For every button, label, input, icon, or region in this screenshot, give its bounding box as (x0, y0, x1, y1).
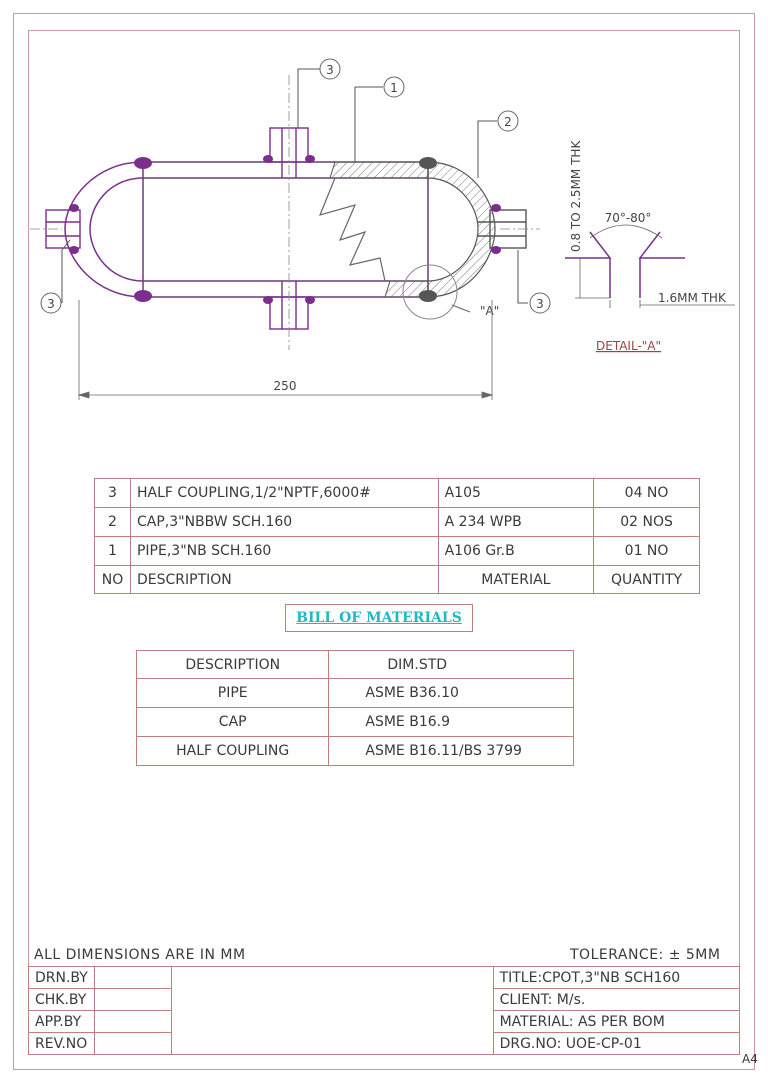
title-block-value (94, 1033, 171, 1055)
dim-std-dim: ASME B16.9 (329, 708, 574, 737)
dim-std-row (137, 708, 574, 737)
bom-header-row (95, 566, 700, 594)
bom-no: 3 (95, 479, 131, 508)
title-block-drg-no: DRG.NO: UOE-CP-01 (493, 1033, 739, 1055)
detail-a-title: DETAIL-"A" (596, 339, 662, 353)
title-block-blank (172, 967, 493, 1055)
title-block (28, 966, 740, 1055)
dim-std-desc: CAP (137, 708, 329, 737)
detail-a-label: "A" (480, 304, 500, 318)
bom-header-no: NO (95, 566, 131, 594)
pipe-body (143, 162, 428, 297)
title-block-value (94, 989, 171, 1011)
dim-std-desc: PIPE (137, 679, 329, 708)
title-block-label: DRN.BY (29, 967, 95, 989)
bom-no: 2 (95, 508, 131, 537)
balloon-3-top: 3 (326, 63, 334, 77)
bom-row (95, 508, 700, 537)
title-block-client: CLIENT: M/s. (493, 989, 739, 1011)
detail-angle-label: 70°-80° (604, 211, 652, 225)
dim-std-header-dim: DIM.STD (329, 651, 574, 679)
title-block-value (94, 1011, 171, 1033)
detail-thk-range-label: 0.8 TO 2.5MM THK (569, 140, 583, 252)
title-block-title: TITLE:CPOT,3"NB SCH160 (493, 967, 739, 989)
title-block-value (94, 967, 171, 989)
title-block-label: REV.NO (29, 1033, 95, 1055)
detail-thk-16-label: 1.6MM THK (658, 291, 726, 305)
bom-title: BILL OF MATERIALS (296, 610, 462, 626)
bom-desc: PIPE,3"NB SCH.160 (130, 537, 438, 566)
bom-material: A105 (438, 479, 594, 508)
title-block-material: MATERIAL: AS PER BOM (493, 1011, 739, 1033)
bom-header-material: MATERIAL (438, 566, 594, 594)
balloon-2: 2 (504, 115, 512, 129)
bom-material: A 234 WPB (438, 508, 594, 537)
balloon-1: 1 (390, 81, 398, 95)
dimensions-note: ALL DIMENSIONS ARE IN MM (34, 947, 246, 963)
sheet-size-label: A4 (742, 1052, 758, 1066)
bom-row (95, 537, 700, 566)
balloon-3-right: 3 (536, 297, 544, 311)
title-block-label: APP.BY (29, 1011, 95, 1033)
bom-header-qty: QUANTITY (594, 566, 700, 594)
dim-std-dim: ASME B36.10 (329, 679, 574, 708)
bom-no: 1 (95, 537, 131, 566)
dim-std-header-row (137, 651, 574, 679)
bom-table (94, 478, 700, 594)
break-line (320, 178, 385, 281)
title-block-label: CHK.BY (29, 989, 95, 1011)
dimension-250-label: 250 (273, 379, 297, 393)
right-cap (428, 162, 495, 297)
detail-a-weld-prep (565, 232, 685, 298)
tolerance-note: TOLERANCE: ± 5MM (570, 947, 721, 963)
dim-std-row (137, 737, 574, 766)
dim-std-row (137, 679, 574, 708)
dim-std-header-desc: DESCRIPTION (137, 651, 329, 679)
center-lines (30, 75, 540, 350)
bom-title-box (285, 604, 473, 632)
pipe-section-top (330, 162, 428, 178)
bom-header-desc: DESCRIPTION (130, 566, 438, 594)
bom-qty: 02 NOS (594, 508, 700, 537)
bom-qty: 04 NO (594, 479, 700, 508)
bom-row (95, 479, 700, 508)
bom-desc: HALF COUPLING,1/2"NPTF,6000# (130, 479, 438, 508)
bom-qty: 01 NO (594, 537, 700, 566)
vessel-drawing (0, 0, 768, 420)
bom-desc: CAP,3"NBBW SCH.160 (130, 508, 438, 537)
dim-std-dim: ASME B16.11/BS 3799 (329, 737, 574, 766)
left-cap (65, 162, 143, 297)
balloon-3-left: 3 (47, 297, 55, 311)
dim-std-table (136, 650, 574, 766)
dim-std-desc: HALF COUPLING (137, 737, 329, 766)
bom-material: A106 Gr.B (438, 537, 594, 566)
